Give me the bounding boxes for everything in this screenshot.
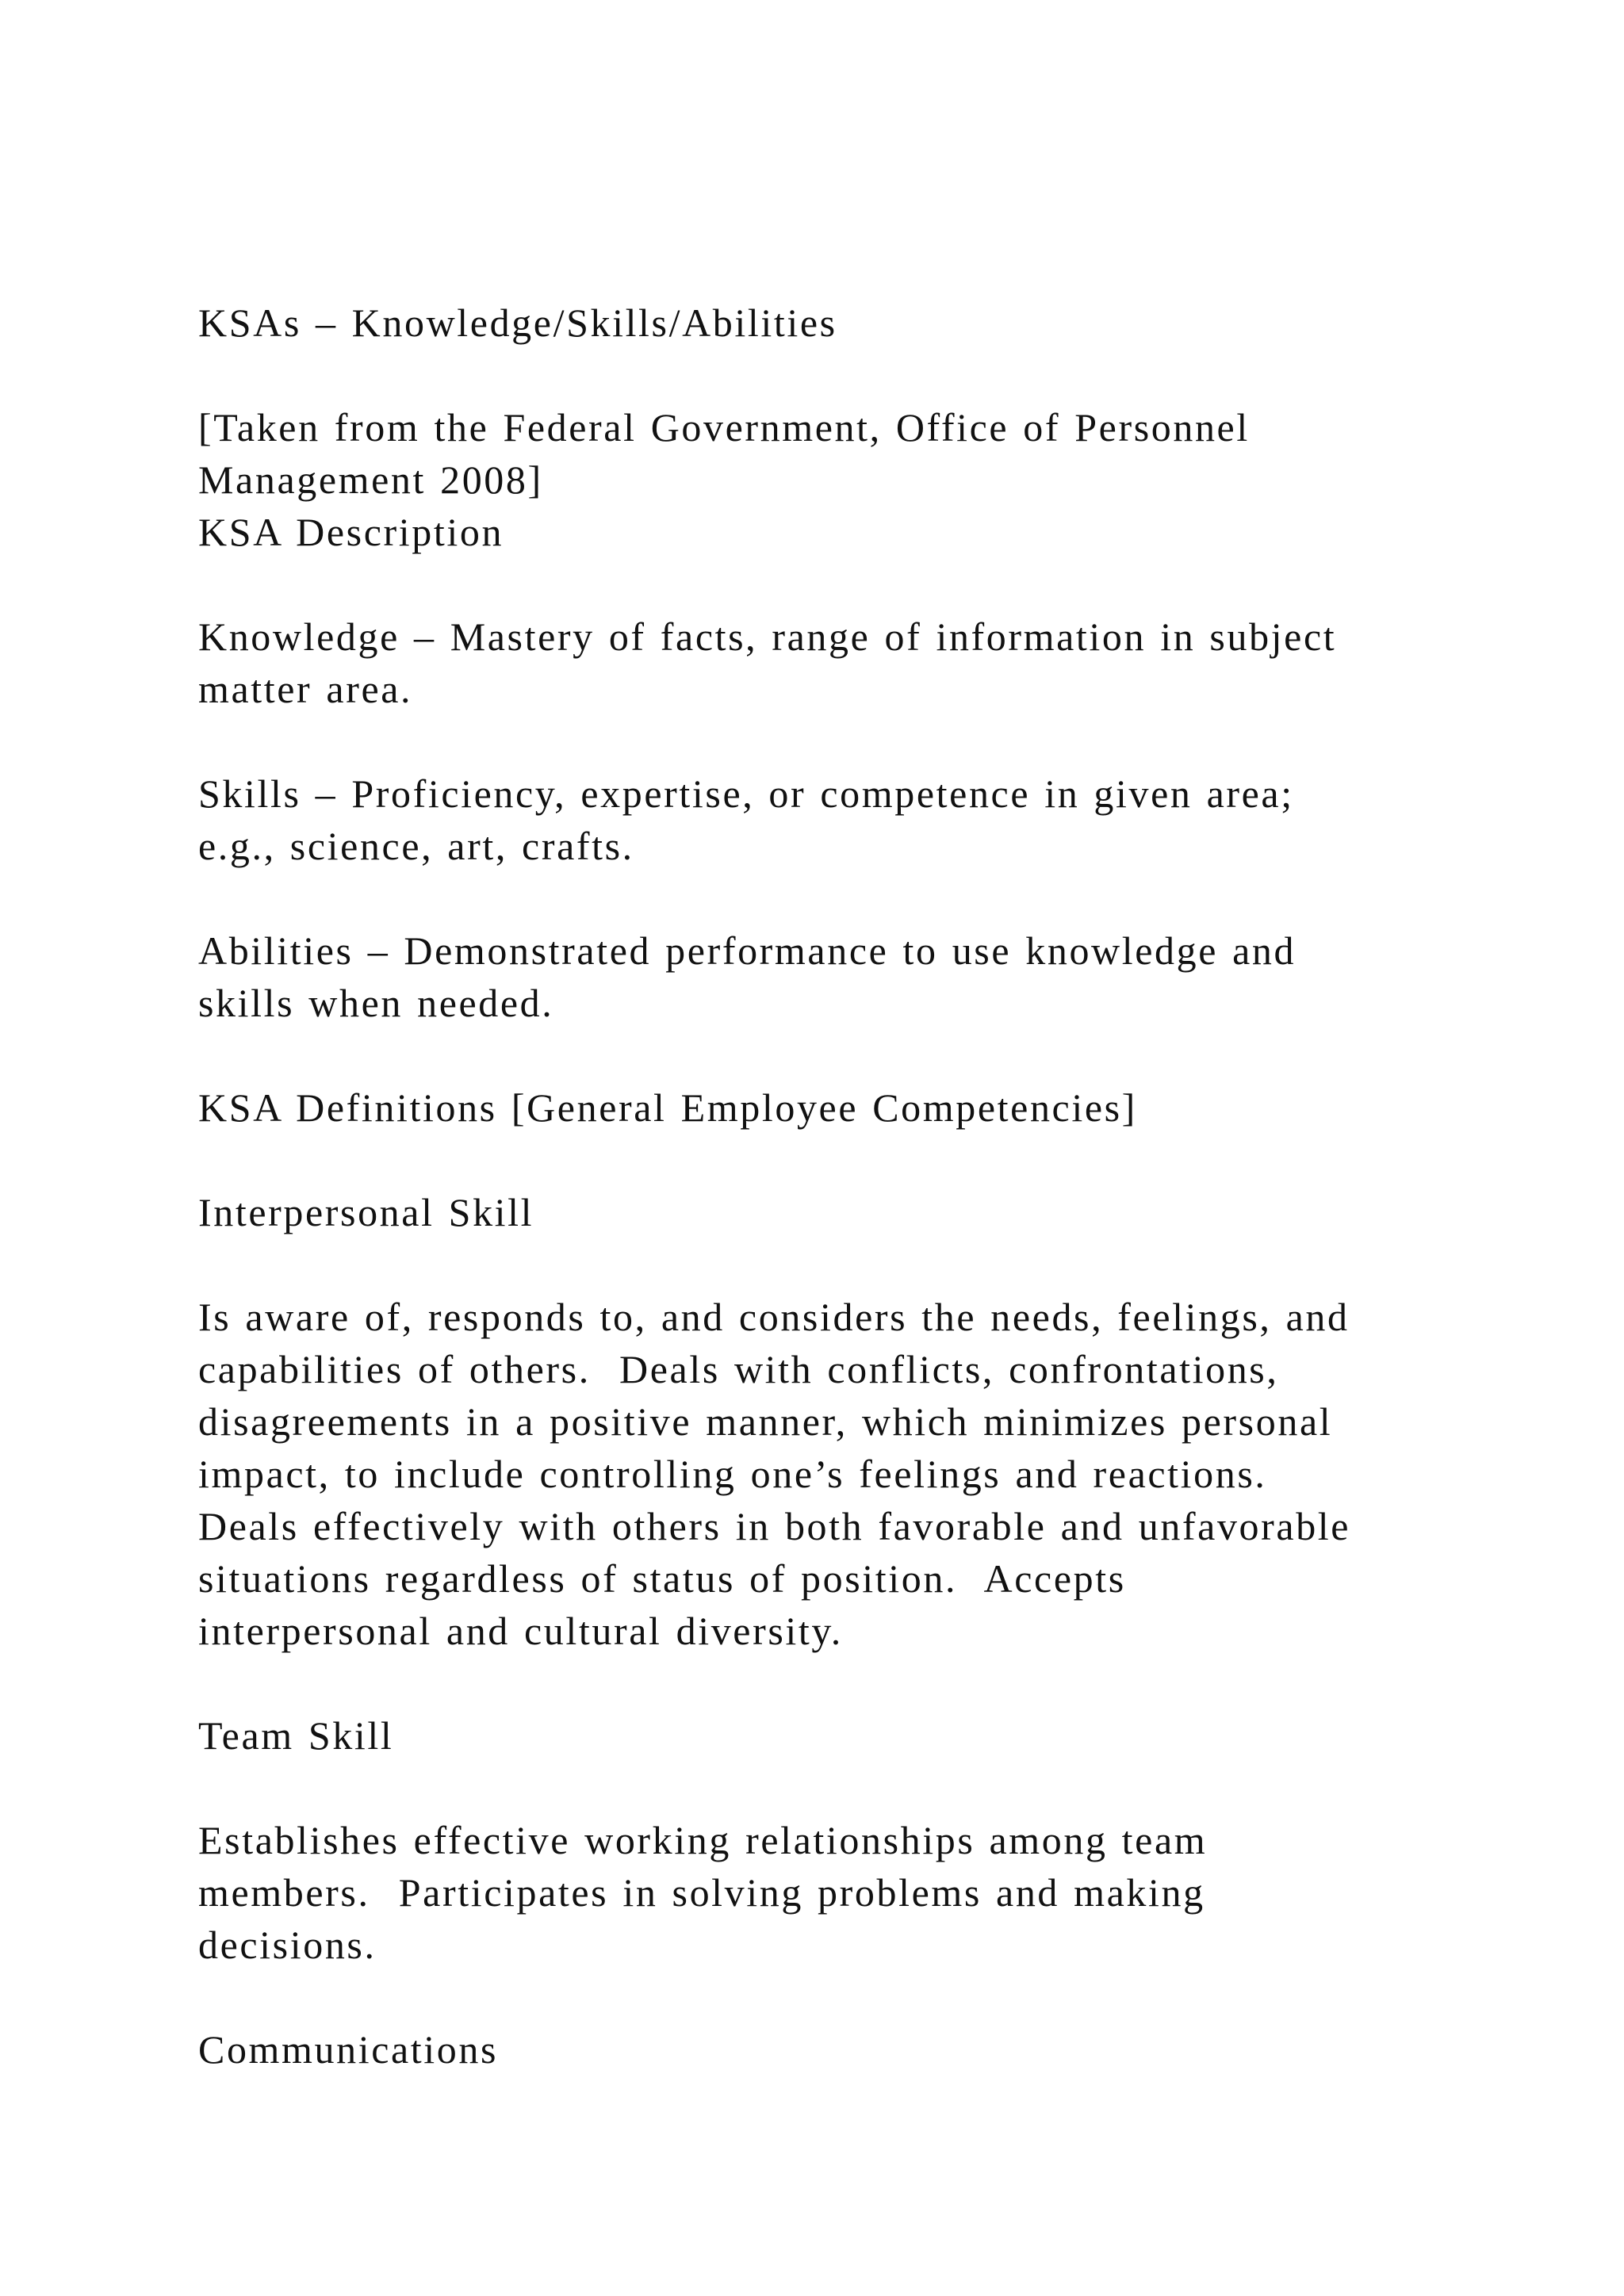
- source-line-2: Management 2008]: [198, 457, 543, 502]
- spacer: [198, 1762, 1499, 1814]
- spacer: [198, 558, 1499, 610]
- skills-line-1: Skills – Proficiency, expertise, or competence in given area;: [198, 771, 1294, 816]
- communications-heading: Communications: [198, 2027, 499, 2072]
- abilities-line-2: skills when needed.: [198, 981, 554, 1025]
- abilities-line-1: Abilities – Demonstrated performance to use knowledge and: [198, 928, 1297, 973]
- source-line-1: [Taken from the Federal Government, Office of Personnel: [198, 405, 1250, 450]
- interpersonal-line: Deals effectively with others in both favorable and unfavorable: [198, 1504, 1351, 1548]
- document-body: [198, 297, 1499, 2076]
- spacer: [198, 1134, 1499, 1186]
- ksa-definitions-heading: KSA Definitions [General Employee Competencies]: [198, 1085, 1137, 1130]
- spacer: [198, 1657, 1499, 1709]
- ksa-description-heading: KSA Description: [198, 510, 504, 554]
- interpersonal-line: capabilities of others. Deals with conflicts, confrontations,: [198, 1347, 1279, 1391]
- team-skill-line: members. Participates in solving problems and making: [198, 1870, 1205, 1915]
- interpersonal-line: situations regardless of status of position. Accepts: [198, 1556, 1126, 1601]
- interpersonal-line: impact, to include controlling one’s feelings and reactions.: [198, 1452, 1267, 1496]
- interpersonal-skill-heading: Interpersonal Skill: [198, 1190, 534, 1234]
- document-title: KSAs – Knowledge/Skills/Abilities: [198, 300, 837, 345]
- interpersonal-line: disagreements in a positive manner, which minimizes personal: [198, 1399, 1333, 1444]
- spacer: [198, 1029, 1499, 1081]
- spacer: [198, 872, 1499, 924]
- team-skill-line: decisions.: [198, 1923, 377, 1967]
- team-skill-line: Establishes effective working relationships among team: [198, 1818, 1208, 1862]
- interpersonal-line: interpersonal and cultural diversity.: [198, 1609, 843, 1653]
- spacer: [198, 715, 1499, 767]
- knowledge-line-2: matter area.: [198, 667, 413, 711]
- interpersonal-line: Is aware of, responds to, and considers the needs, feelings, and: [198, 1295, 1350, 1339]
- team-skill-heading: Team Skill: [198, 1713, 394, 1758]
- spacer: [198, 1971, 1499, 2023]
- spacer: [198, 1238, 1499, 1291]
- knowledge-line-1: Knowledge – Mastery of facts, range of information in subject: [198, 614, 1337, 659]
- spacer: [198, 349, 1499, 401]
- skills-line-2: e.g., science, art, crafts.: [198, 824, 634, 868]
